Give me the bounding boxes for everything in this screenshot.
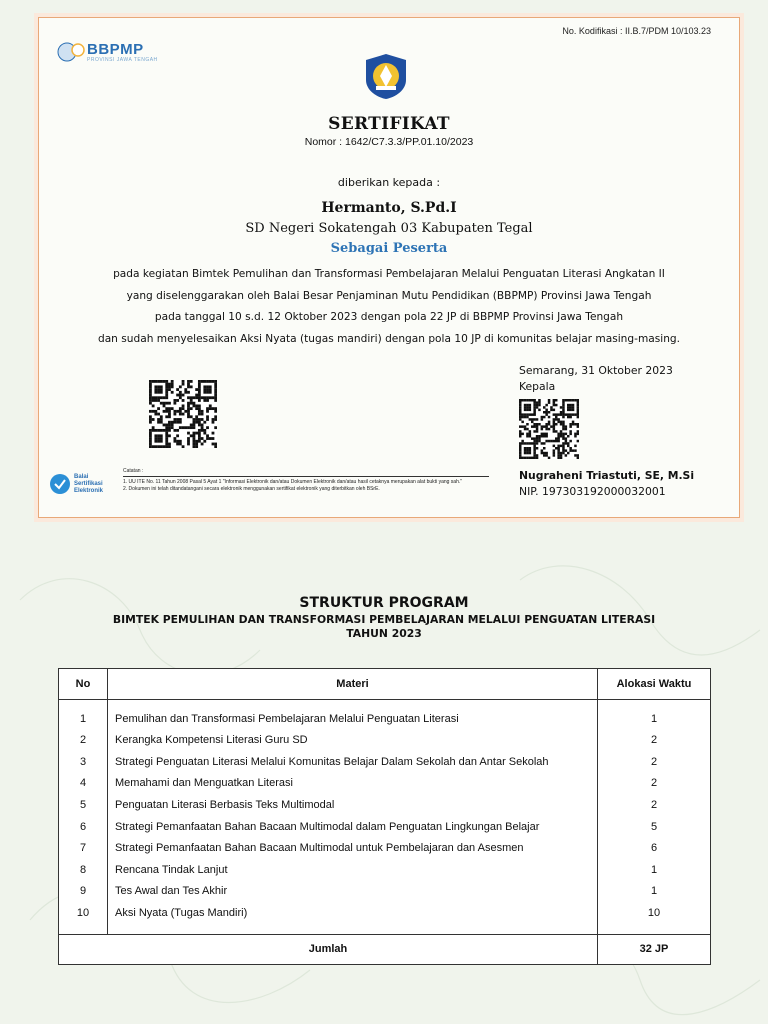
program-title: STRUKTUR PROGRAM bbox=[299, 595, 469, 611]
program-subtitle: BIMTEK PEMULIHAN DAN TRANSFORMASI PEMBELAJARAN MELALUI PENGUATAN LITERASI bbox=[112, 613, 656, 626]
recipient-name: Hermanto, S.Pd.I bbox=[321, 200, 457, 216]
cell-waktu: 5 bbox=[598, 816, 711, 838]
table-row bbox=[59, 902, 711, 934]
cell-materi: Kerangka Kompetensi Literasi Guru SD bbox=[108, 730, 598, 752]
signer-name: Nugraheni Triastuti, SE, M.Si bbox=[519, 469, 695, 482]
table-row bbox=[59, 773, 711, 795]
table-row bbox=[59, 751, 711, 773]
cell-waktu: 2 bbox=[598, 730, 711, 752]
table-row bbox=[59, 700, 711, 730]
table-row bbox=[59, 881, 711, 903]
cell-materi: Rencana Tindak Lanjut bbox=[108, 859, 598, 881]
recipient-role: Sebagai Peserta bbox=[330, 241, 448, 256]
bsre-emblem-icon bbox=[49, 473, 71, 495]
given-to-label: diberikan kepada : bbox=[337, 176, 441, 189]
description-line: pada kegiatan Bimtek Pemulihan dan Transformasi Pembelajaran Melalui Penguatan Literasi Angkatan II bbox=[113, 268, 665, 280]
signature-qr-code-icon bbox=[519, 399, 579, 459]
description-line: yang diselenggarakan oleh Balai Besar Penjaminan Mutu Pendidikan (BBPMP) Provinsi Jawa Tengah bbox=[126, 289, 652, 302]
header-materi: Materi bbox=[108, 669, 598, 700]
note-item: 2. Dokumen ini telah ditandatangani secara elektronik menggunakan sertifikat elektronik yang diterbitkan oleh BSrE. bbox=[123, 486, 380, 492]
table-row bbox=[59, 837, 711, 859]
cell-materi: Pemulihan dan Transformasi Pembelajaran Melalui Penguatan Literasi bbox=[108, 700, 598, 730]
note-item: 1. UU ITE No. 11 Tahun 2008 Pasal 5 Ayat 1 "Informasi Elektronik dan/atau Dokumen Elektronik dan/atau hasil cetaknya merupakan alat bukti yang sah." bbox=[123, 479, 463, 485]
cell-no: 10 bbox=[59, 902, 108, 934]
signer-nip: NIP. 197303192000032001 bbox=[519, 485, 666, 498]
cell-no: 4 bbox=[59, 773, 108, 795]
cell-no: 5 bbox=[59, 794, 108, 816]
signature-block bbox=[519, 363, 694, 500]
table-header-row bbox=[59, 669, 711, 700]
total-label: Jumlah bbox=[59, 934, 598, 964]
cell-materi: Penguatan Literasi Berbasis Teks Multimodal bbox=[108, 794, 598, 816]
cell-waktu: 2 bbox=[598, 794, 711, 816]
table-row bbox=[59, 794, 711, 816]
header-no: No bbox=[59, 669, 108, 700]
cell-waktu: 1 bbox=[598, 700, 711, 730]
table-total-row bbox=[59, 934, 711, 964]
certificate-title: SERTIFIKAT bbox=[328, 114, 450, 134]
description-line: dan sudah menyelesaikan Aksi Nyata (tugas mandiri) dengan pola 10 JP di komunitas belajar masing-masing. bbox=[97, 332, 681, 345]
table-row bbox=[59, 730, 711, 752]
certificate bbox=[38, 17, 740, 518]
cell-no: 1 bbox=[59, 700, 108, 730]
cell-waktu: 6 bbox=[598, 837, 711, 859]
notes-title: Catatan : bbox=[123, 468, 144, 474]
bbpmp-logo-text: BBPMP bbox=[87, 41, 144, 58]
total-value: 32 JP bbox=[598, 934, 711, 964]
cell-waktu: 2 bbox=[598, 751, 711, 773]
cell-no: 9 bbox=[59, 881, 108, 903]
cell-no: 6 bbox=[59, 816, 108, 838]
certificate-number: Nomor : 1642/C7.3.3/PP.01.10/2023 bbox=[304, 136, 474, 148]
cell-no: 2 bbox=[59, 730, 108, 752]
cell-materi: Strategi Pemanfaatan Bahan Bacaan Multimodal untuk Pembelajaran dan Asesmen bbox=[108, 837, 598, 859]
cell-waktu: 1 bbox=[598, 859, 711, 881]
table-row bbox=[59, 859, 711, 881]
cell-materi: Aksi Nyata (Tugas Mandiri) bbox=[108, 902, 598, 934]
cell-materi: Strategi Penguatan Literasi Melalui Komunitas Belajar Dalam Sekolah dan Antar Sekolah bbox=[108, 751, 598, 773]
verification-qr-code-icon bbox=[149, 380, 217, 448]
cell-waktu: 10 bbox=[598, 902, 711, 934]
sign-position: Kepala bbox=[519, 380, 556, 393]
legal-notes bbox=[123, 468, 493, 493]
cell-materi: Memahami dan Menguatkan Literasi bbox=[108, 773, 598, 795]
table-row bbox=[59, 816, 711, 838]
bsre-text-line: Balai bbox=[74, 473, 89, 480]
kodifikasi-code: No. Kodifikasi : II.B.7/PDM 10/103.23 bbox=[562, 26, 711, 36]
bsre-logo bbox=[49, 473, 103, 495]
notes-divider bbox=[123, 476, 489, 477]
program-year: TAHUN 2023 bbox=[346, 627, 422, 640]
cell-materi: Strategi Pemanfaatan Bahan Bacaan Multimodal dalam Penguatan Lingkungan Belajar bbox=[108, 816, 598, 838]
bsre-text-line: Elektronik bbox=[74, 487, 104, 494]
tut-wuri-handayani-logo-icon bbox=[361, 52, 411, 100]
cell-no: 7 bbox=[59, 837, 108, 859]
header-waktu: Alokasi Waktu bbox=[598, 669, 711, 700]
recipient-school: SD Negeri Sokatengah 03 Kabupaten Tegal bbox=[245, 221, 533, 236]
cell-no: 3 bbox=[59, 751, 108, 773]
bbpmp-logo bbox=[57, 40, 158, 64]
sign-place-date: Semarang, 31 Oktober 2023 bbox=[519, 364, 673, 377]
cell-materi: Tes Awal dan Tes Akhir bbox=[108, 881, 598, 903]
description-line: pada tanggal 10 s.d. 12 Oktober 2023 dengan pola 22 JP di BBPMP Provinsi Jawa Tengah bbox=[154, 311, 624, 323]
cell-waktu: 2 bbox=[598, 773, 711, 795]
bsre-text-line: Sertifikasi bbox=[74, 480, 103, 487]
cell-no: 8 bbox=[59, 859, 108, 881]
bbpmp-logo-subtext: PROVINSI JAWA TENGAH bbox=[87, 57, 158, 63]
program-table bbox=[58, 668, 711, 965]
bbpmp-emblem-icon bbox=[57, 40, 87, 64]
cell-waktu: 1 bbox=[598, 881, 711, 903]
certificate-description bbox=[39, 264, 739, 350]
